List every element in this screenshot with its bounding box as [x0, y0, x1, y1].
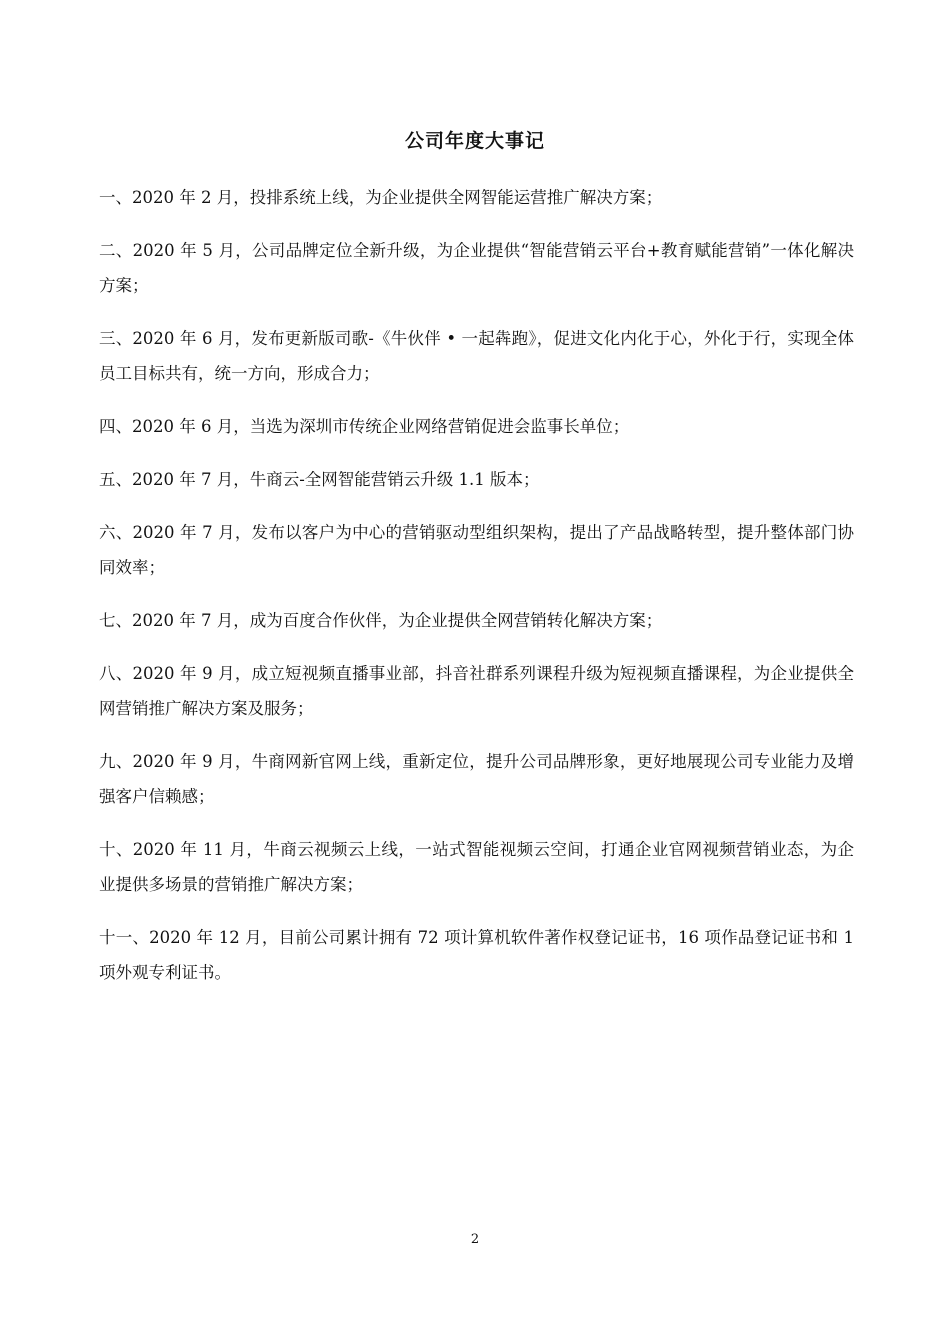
event-list [99, 180, 854, 1008]
event-item-3: 三、2020 年 6 月，发布更新版司歌-《牛伙伴 • 一起犇跑》，促进文化内化于心，外化于行，实现全体员工目标共有，统一方向，形成合力； [99, 329, 854, 383]
event-item-2: 二、2020 年 5 月，公司品牌定位全新升级，为企业提供“智能营销云平台+教育赋能营销”一体化解决方案； [99, 241, 854, 295]
event-item-4: 四、2020 年 6 月，当选为深圳市传统企业网络营销促进会监事长单位； [99, 417, 630, 436]
event-item-6: 六、2020 年 7 月，发布以客户为中心的营销驱动型组织架构，提出了产品战略转型，提升整体部门协同效率； [99, 523, 854, 577]
event-item-8: 八、2020 年 9 月，成立短视频直播事业部，抖音社群系列课程升级为短视频直播课程，为企业提供全网营销推广解决方案及服务； [99, 664, 854, 718]
page-number: 2 [470, 1232, 480, 1247]
event-item-5: 五、2020 年 7 月，牛商云-全网智能营销云升级 1.1 版本； [99, 470, 540, 489]
document-title: 公司年度大事记 [404, 130, 545, 152]
event-item-10: 十、2020 年 11 月，牛商云视频云上线，一站式智能视频云空间，打通企业官网视频营销业态，为企业提供多场景的营销推广解决方案； [99, 840, 854, 894]
event-item-1: 一、2020 年 2 月，投排系统上线，为企业提供全网智能运营推广解决方案； [99, 188, 663, 207]
event-item-7: 七、2020 年 7 月，成为百度合作伙伴，为企业提供全网营销转化解决方案； [99, 611, 663, 630]
event-item-11: 十一、2020 年 12 月，目前公司累计拥有 72 项计算机软件著作权登记证书，16 项作品登记证书和 1 项外观专利证书。 [99, 928, 854, 982]
event-item-9: 九、2020 年 9 月，牛商网新官网上线，重新定位，提升公司品牌形象，更好地展现公司专业能力及增强客户信赖感； [99, 752, 854, 806]
